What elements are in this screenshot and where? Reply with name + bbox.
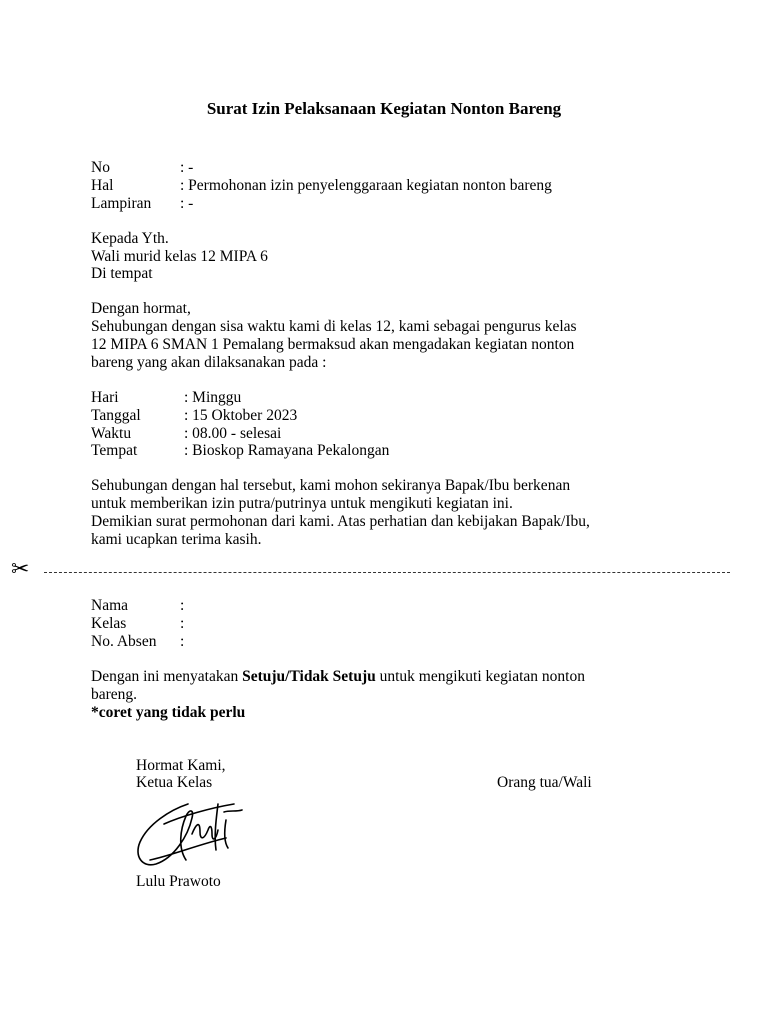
statement-choice: Setuju/Tidak Setuju [242, 668, 376, 685]
strike-note: *coret yang tidak perlu [91, 704, 246, 721]
closing-line: Sehubungan dengan hal tersebut, kami mohon sekiranya Bapak/Ibu berkenan [91, 477, 571, 494]
recipient-line: Kepada Yth. [91, 230, 169, 247]
slip-label: No. Absen [91, 633, 157, 650]
slip-label: Kelas [91, 615, 127, 632]
header-value: : Permohonan izin penyelenggaraan kegiatan nonton bareng [180, 177, 552, 194]
event-value: : Bioskop Ramayana Pekalongan [184, 442, 390, 459]
header-value: : - [180, 195, 194, 212]
event-label: Hari [91, 389, 119, 406]
header-label: Hal [91, 177, 114, 194]
signer-role: Ketua Kelas [136, 774, 213, 791]
recipient-line: Di tempat [91, 265, 153, 282]
closing-line: kami ucapkan terima kasih. [91, 531, 262, 548]
closing-line: Demikian surat permohonan dari kami. Atas perhatian dan kebijakan Bapak/Ibu, [91, 513, 590, 530]
signer-name: Lulu Prawoto [136, 873, 221, 890]
slip-label: Nama [91, 597, 129, 614]
scissors-icon: ✂ [11, 557, 30, 582]
event-label: Waktu [91, 425, 132, 442]
letter-title: Surat Izin Pelaksanaan Kegiatan Nonton Bareng [206, 99, 562, 118]
header-value: : - [180, 159, 194, 176]
header-label: Lampiran [91, 195, 152, 212]
event-label: Tanggal [91, 407, 141, 424]
header-label: No [91, 159, 110, 176]
statement-prefix: Dengan ini menyatakan [91, 668, 243, 685]
statement-line-2: bareng. [91, 686, 138, 703]
event-value: : Minggu [184, 389, 242, 406]
intro-line: bareng yang akan dilaksanakan pada : [91, 354, 327, 371]
regards-text: Hormat Kami, [136, 757, 226, 774]
slip-row-kelas [91, 615, 184, 633]
event-row-tanggal [91, 407, 297, 425]
header-row-no [91, 159, 193, 177]
statement-line [91, 668, 585, 686]
closing-line: untuk memberikan izin putra/putrinya untuk mengikuti kegiatan ini. [91, 495, 513, 512]
header-row-hal [91, 177, 552, 195]
event-row-hari [91, 389, 241, 407]
event-label: Tempat [91, 442, 138, 459]
intro-line: Sehubungan dengan sisa waktu kami di kelas 12, kami sebagai pengurus kelas [91, 318, 577, 335]
handwritten-signature [130, 790, 250, 872]
header-row-lampiran [91, 195, 193, 213]
event-row-waktu [91, 425, 281, 443]
statement-suffix: untuk mengikuti kegiatan nonton [375, 668, 585, 685]
slip-row-absen [91, 633, 184, 651]
event-value: : 08.00 - selesai [184, 425, 282, 442]
slip-row-nama [91, 597, 184, 615]
slip-value: : [180, 615, 185, 632]
greeting: Dengan hormat, [91, 300, 191, 317]
slip-value: : [180, 597, 185, 614]
event-value: : 15 Oktober 2023 [184, 407, 298, 424]
cut-line-divider [44, 572, 730, 573]
recipient-line: Wali murid kelas 12 MIPA 6 [91, 248, 268, 265]
intro-line: 12 MIPA 6 SMAN 1 Pemalang bermaksud akan mengadakan kegiatan nonton [91, 336, 575, 353]
slip-value: : [180, 633, 185, 650]
event-row-tempat [91, 442, 389, 460]
parent-label: Orang tua/Wali [497, 774, 592, 791]
